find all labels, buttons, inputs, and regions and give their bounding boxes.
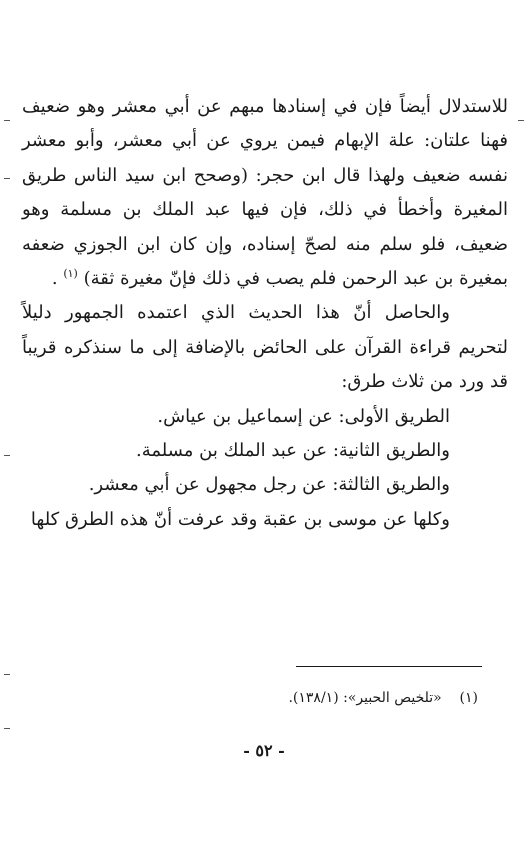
margin-mark	[4, 120, 10, 121]
margin-mark	[518, 120, 524, 121]
main-text	[22, 90, 508, 537]
page-number: - ٥٢ -	[243, 741, 285, 760]
footnote-separator	[296, 666, 482, 667]
closing-line: وكلها عن موسى بن عقبة وقد عرفت أنّ هذه الطرق كلها	[30, 508, 450, 530]
paragraph-1	[22, 90, 508, 296]
footnote-marker: (١)	[459, 690, 478, 706]
route-line-3: والطريق الثالثة: عن رجل مجهول عن أبي معشر.	[88, 474, 450, 496]
route-line-1: الطريق الأولى: عن إسماعيل بن عياش.	[157, 405, 450, 427]
margin-mark	[4, 178, 10, 179]
paragraph-1-end: .	[51, 268, 58, 290]
footnote-text: «تلخيص الحبير»: (١٣٨/١).	[288, 690, 442, 706]
margin-mark	[4, 728, 10, 729]
margin-mark	[4, 674, 10, 675]
route-line-2: والطريق الثانية: عن عبد الملك بن مسلمة.	[135, 440, 450, 462]
footnote-reference: (١)	[63, 267, 78, 281]
margin-mark	[4, 455, 10, 456]
paragraph-1-text: للاستدلال أيضاً فإن في إسنادها مبهم عن أبي معشر وهو ضعيف فهنا علتان: علة الإبهام فيمن يروي عن أبي معشر، وأبو معشر نفسه ضعيف ولهذا قال ابن حجر: (وصحح ابن سيد الناس طريق المغيرة وأخطأ في ذلك، فإن فيها عبد الملك بن مسلمة وهو ضعيف، فلو سلم منه لصحّ إسناده، وإن كان ابن الجوزي ضعفه بمغيرة بن عبد الرحمن فلم يصب في ذلك فإنّ مغيرة ثقة)	[22, 96, 508, 290]
paragraph-2: والحاصل أنّ هذا الحديث الذي اعتمده الجمهور دليلاً لتحريم قراءة القرآن على الحائض بالإضافة إلى ما سنذكره قريباً قد ورد من ثلاث طرق:	[22, 302, 508, 393]
footnote	[288, 688, 478, 708]
